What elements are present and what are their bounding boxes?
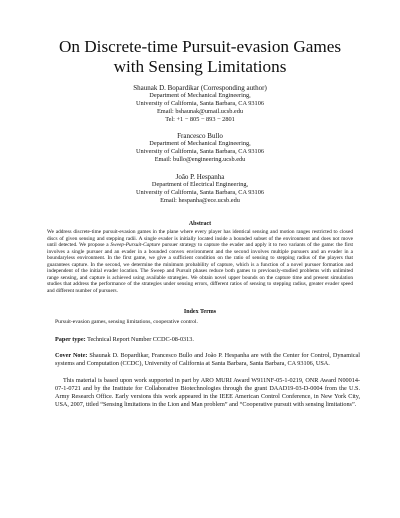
author-department: Department of Electrical Engineering, <box>151 181 249 188</box>
cover-note-label: Cover Note: <box>55 352 88 359</box>
abstract-text-start: We address discrete-time pursuit-evasion games in the plane where every player has identical sensing and motion ranges restricted to closed discs of given sensing and stepping radii. A single evader is initially located inside a bounded subset of the environment and does not move until detected. We propose a <box>47 229 353 249</box>
author-name: João P. Hespanha <box>175 173 225 181</box>
author-block-2 <box>40 132 360 164</box>
author-affiliation: University of California, Santa Barbara, CA 93106 <box>135 189 264 196</box>
title-line-1: On Discrete-time Pursuit-evasion Games <box>58 37 342 56</box>
paper-title <box>20 37 380 77</box>
author-department: Department of Mechanical Engineering, <box>149 92 251 99</box>
funding-acknowledgment: This material is based upon work supported in part by ARO MURI Award W911NF-05-1-0219, ONR Award N00014-07-1-0721 and by the Institute for Collaborative Biotechnologies through the grant DAAD19-03-D-0004 from the U.S. Army Research Office. Early versions this work appeared in the IEEE American Control Conference, in New York City, USA, 2007, titled “Sensing limitations in the Lion and Man problem” and “Cooperative pursuit with sensing limitations”. <box>55 377 360 408</box>
abstract-heading: Abstract <box>188 221 212 227</box>
author-affiliation: University of California, Santa Barbara, CA 93106 <box>135 100 264 107</box>
abstract-text-end: pursuer strategy to capture the evader and apply it to two variants of the game: the first involves a single pursuer and an evader in a bounded convex environment and the second involves multiple pursuers and an evader in a boundaryless environment. In the first game, we give a sufficient condition on the ratio of sensing to stepping radius of the players that guarantees capture. In the second, we determine the minimum probability of capture, which is a function of a novel pursuer formation and independent of the initial evader location. The Sweep and Pursuit phases reduce both games to previously-studied problems with unlimited range sensing, and capture is achieved using available strategies. We obtain novel upper bounds on the capture time and present simulation studies that address the performance of the strategies under sensing errors, different ratios of sensing to stepping radius, greater evader speed and different number of pursuers. <box>47 242 353 294</box>
author-block-1 <box>40 84 360 124</box>
author-email: Email: hespanha@ece.ucsb.edu <box>160 197 240 204</box>
index-terms-heading: Index Terms <box>183 309 217 315</box>
author-email: Email: bullo@engineering.ucsb.edu <box>154 156 246 163</box>
paper-type-line <box>55 336 360 344</box>
cover-note-text: Shaunak D. Bopardikar, Francesco Bullo and João P. Hespanha are with the Center for Control, Dynamical systems and Computation (CCDC), University of California at Santa Barbara, Santa Barbara, CA 93106, USA. <box>55 352 361 367</box>
author-telephone: Tel: +1 − 805 − 893 − 2801 <box>165 116 235 123</box>
author-department: Department of Mechanical Engineering, <box>149 140 251 147</box>
paper-type-label: Paper type: <box>55 336 86 343</box>
author-block-3 <box>40 173 360 205</box>
author-affiliation: University of California, Santa Barbara, CA 93106 <box>135 148 264 155</box>
cover-note <box>55 352 360 368</box>
abstract-strategy-name: Sweep-Pursuit-Capture <box>110 242 161 249</box>
author-email: Email: bshaunak@umail.ucsb.edu <box>156 108 244 115</box>
author-name: Shaunak D. Bopardikar (Corresponding author) <box>133 84 267 92</box>
title-line-2: with Sensing Limitations <box>113 57 287 76</box>
index-terms-text: Pursuit-evasion games, sensing limitations, cooperative control. <box>55 319 198 325</box>
author-name: Francesco Bullo <box>177 132 223 140</box>
abstract-text <box>47 229 353 294</box>
paper-type-value: Technical Report Number CCDC-08-0313. <box>85 336 194 343</box>
